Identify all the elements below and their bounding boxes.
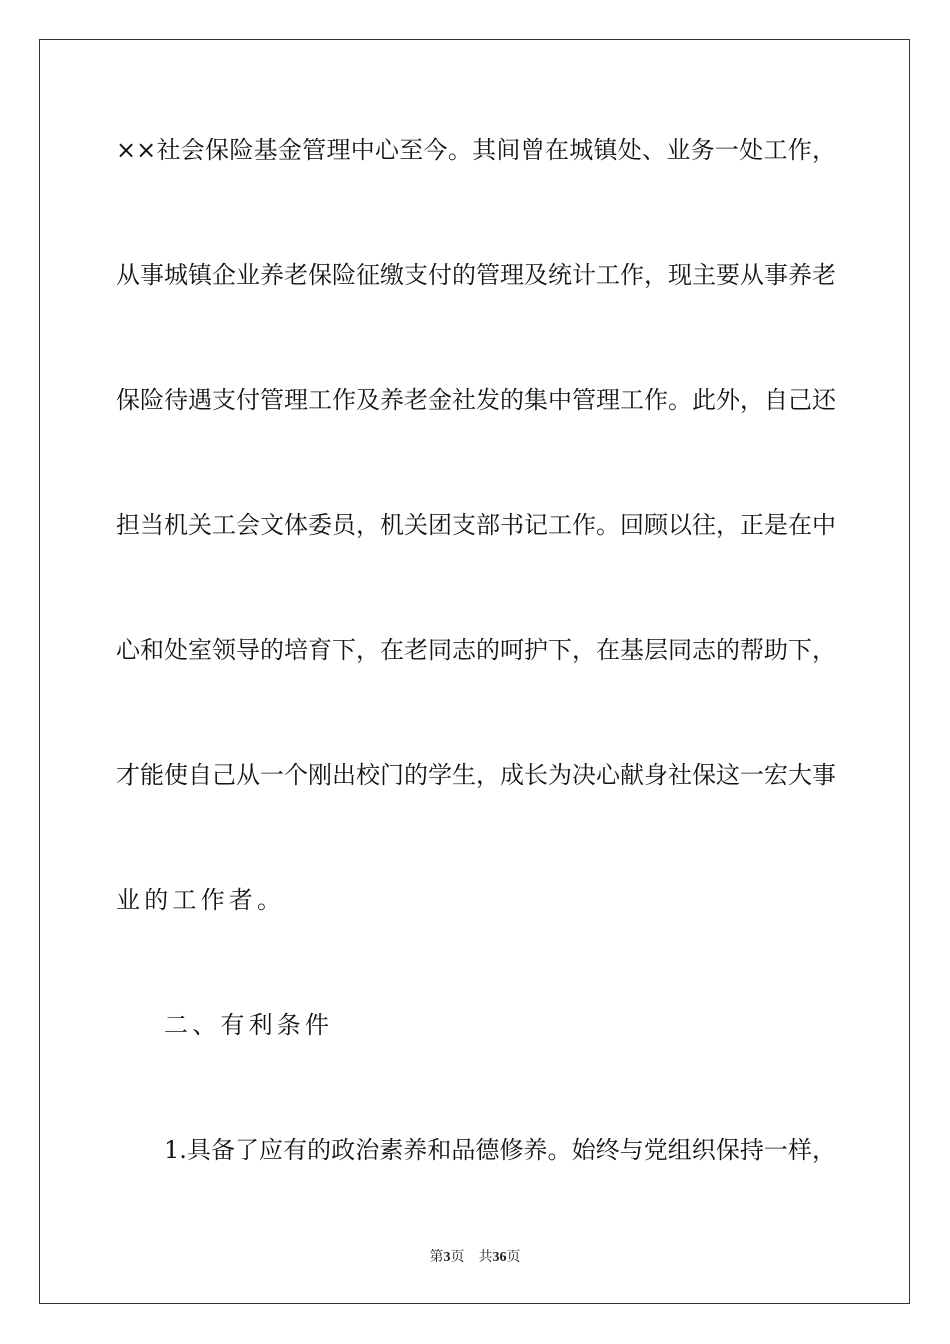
page-border — [39, 39, 910, 1304]
body-text-line-4: 担当机关工会文体委员，机关团支部书记工作。回顾以往，正是在中 — [116, 511, 836, 539]
section-heading: 二、有利条件 — [164, 1011, 334, 1039]
page-label-prefix: 第 — [429, 1249, 444, 1265]
body-text-line-7: 业的工作者。 — [116, 886, 286, 914]
list-item-1: 1.具备了应有的政治素养和品德修养。始终与党组织保持一样， — [164, 1136, 836, 1164]
page-label-suffix: 页 — [450, 1249, 465, 1265]
total-label-suffix: 页 — [506, 1249, 521, 1265]
total-pages: 36 — [492, 1250, 507, 1265]
total-label-prefix: 共 — [478, 1249, 493, 1265]
page-number: 3 — [443, 1250, 451, 1265]
body-text-line-3: 保险待遇支付管理工作及养老金社发的集中管理工作。此外，自己还 — [116, 386, 836, 414]
body-text-line-5: 心和处室领导的培育下，在老同志的呵护下，在基层同志的帮助下， — [116, 636, 836, 664]
body-text-line-1: ××社会保险基金管理中心至今。其间曾在城镇处、业务一处工作， — [116, 136, 836, 164]
body-text-line-2: 从事城镇企业养老保险征缴支付的管理及统计工作，现主要从事养老 — [116, 261, 836, 289]
page-footer — [0, 1248, 950, 1267]
body-text-line-6: 才能使自己从一个刚出校门的学生，成长为决心献身社保这一宏大事 — [116, 761, 836, 789]
